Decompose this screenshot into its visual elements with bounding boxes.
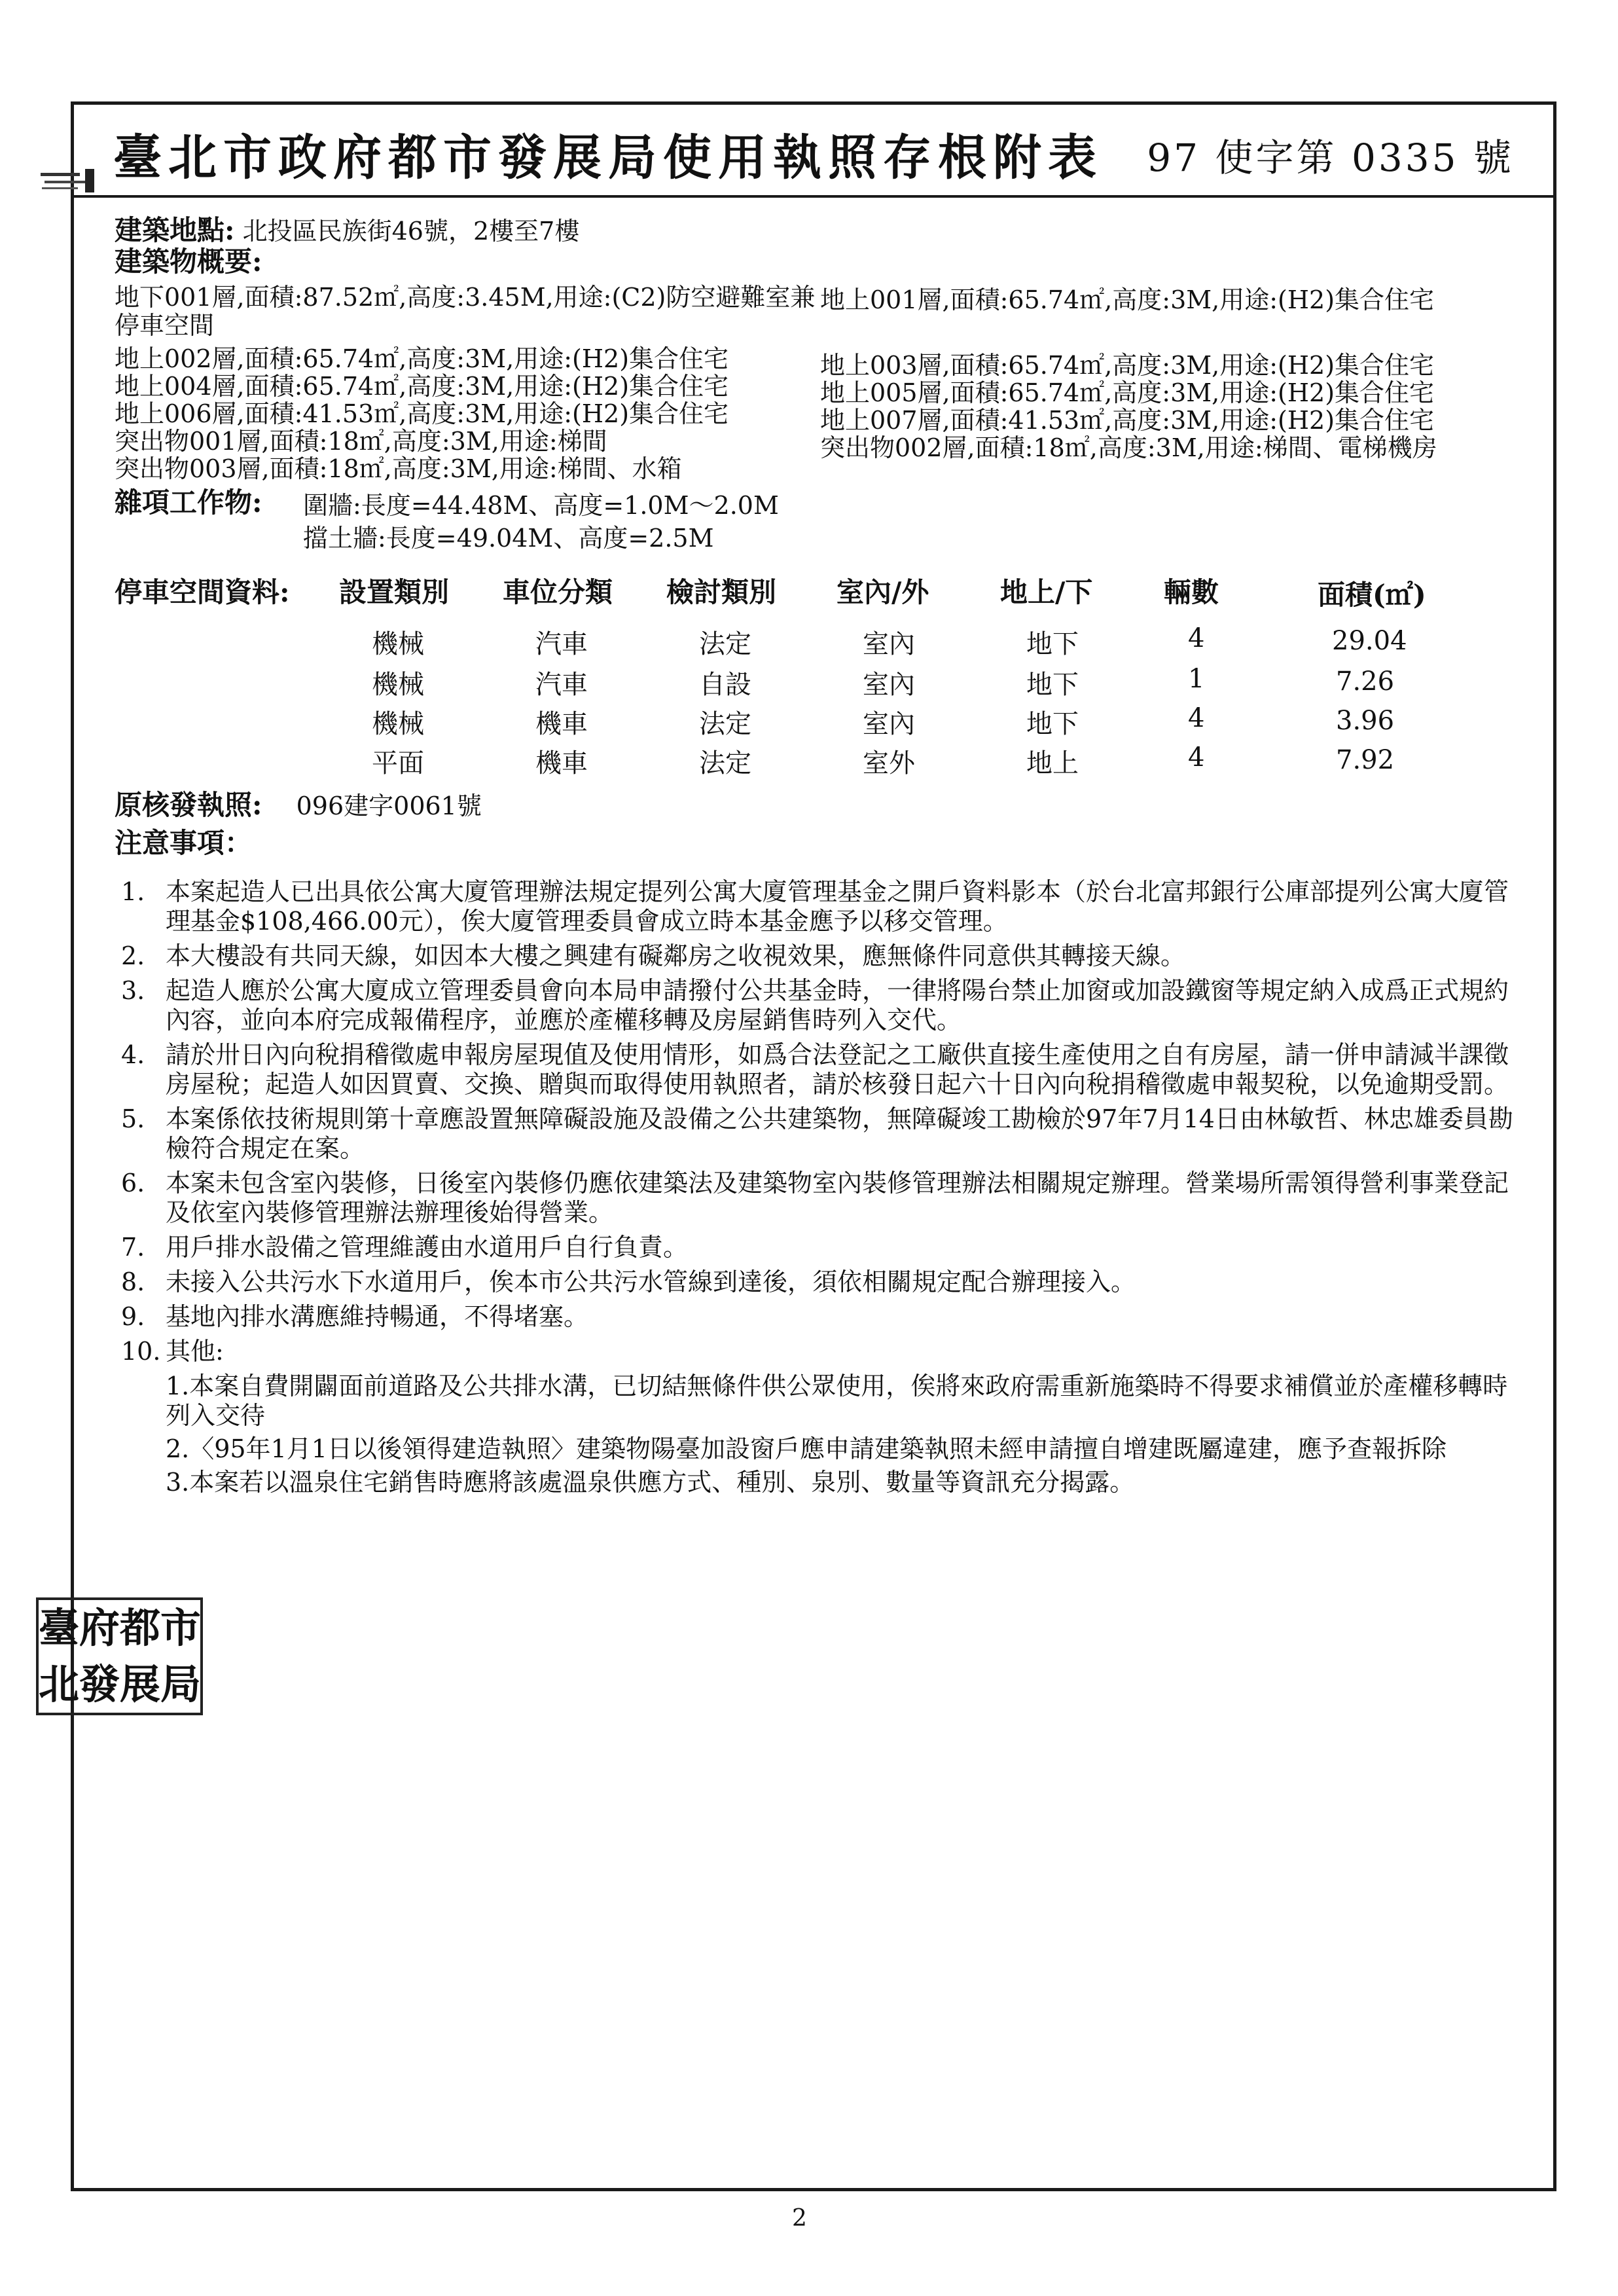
overview-line1-right: 地上001層,面積:65.74㎡,高度:3M,用途:(H2)集合住宅 — [820, 285, 1435, 314]
overview-line1-left: 地下001層,面積:87.52㎡,高度:3.45M,用途:(C2)防空避難室兼 — [115, 283, 816, 312]
notes-label: 注意事項： — [115, 827, 253, 859]
parking-cell: 機車 — [535, 709, 588, 739]
parking-header-cell: 車位分類 — [503, 576, 613, 608]
overview-left-item: 地上004層,面積:65.74㎡,高度:3M,用途:(H2)集合住宅 — [115, 372, 729, 401]
document-number: 97 使字第 0335 號 — [1147, 136, 1514, 180]
scan-mark-icon — [39, 164, 98, 196]
parking-cell: 地下 — [1026, 670, 1079, 700]
misc-works-item: 圍牆:長度=44.48M、高度=1.0M～2.0M — [303, 491, 779, 520]
note-other-item: 2.〈95年1月1日以後領得建造執照〉建築物陽臺加設窗戶應申請建築執照未經申請擅自增建既屬違建，應予查報拆除 — [166, 1434, 1447, 1463]
parking-cell: 汽車 — [535, 629, 588, 659]
misc-works-item: 擋土牆:長度=49.04M、高度=2.5M — [303, 524, 714, 553]
document-frame — [71, 101, 1556, 2191]
overview-right-item: 地上005層,面積:65.74㎡,高度:3M,用途:(H2)集合住宅 — [820, 378, 1435, 407]
note-item: 1. 本案起造人已出具依公寓大廈管理辦法規定提列公寓大廈管理基金之開戶資料影本（於台北富邦銀行公庫部提列公寓大廈管理基金$108,466.00元），俟大廈管理委員會成立時本基金應予以移交管理。 — [121, 877, 1509, 936]
overview-right-item: 地上003層,面積:65.74㎡,高度:3M,用途:(H2)集合住宅 — [820, 351, 1435, 380]
seal-char: 北 — [39, 1660, 80, 1708]
original-permit-row — [115, 791, 482, 820]
parking-header-cell: 室內/外 — [836, 576, 929, 608]
parking-cell: 29.04 — [1332, 626, 1407, 656]
site-label: 建築地點: — [115, 214, 235, 246]
parking-header-cell: 地上/下 — [1000, 576, 1093, 608]
parking-cell: 法定 — [699, 629, 751, 659]
parking-cell: 機械 — [372, 709, 424, 739]
note-item: 4. 請於卅日內向稅捐稽徵處申報房屋現值及使用情形，如爲合法登記之工廠供直接生產使用之自有房屋，請一併申請減半課徵房屋稅；起造人如因買賣、交換、贈與而取得使用執照者，請於核發日起六十日內向稅捐稽徵處申報契稅，以免逾期受罰。 — [121, 1040, 1509, 1099]
overview-right-item: 地上007層,面積:41.53㎡,高度:3M,用途:(H2)集合住宅 — [820, 406, 1435, 435]
parking-cell: 7.92 — [1336, 745, 1395, 775]
overview-left-item: 突出物001層,面積:18㎡,高度:3M,用途:梯間 — [115, 427, 607, 456]
note-item: 3. 起造人應於公寓大廈成立管理委員會向本局申請撥付公共基金時，一律將陽台禁止加窗或加設鐵窗等規定納入成爲正式規約內容，並向本府完成報備程序，並應於產權移轉及房屋銷售時列入交代。 — [121, 976, 1509, 1034]
note-item: 9. 基地內排水溝應維持暢通，不得堵塞。 — [121, 1302, 589, 1331]
parking-cell: 機車 — [535, 748, 588, 778]
parking-cell: 地上 — [1026, 748, 1079, 778]
seal-char: 市 — [160, 1604, 202, 1652]
original-permit-value: 096建字0061號 — [296, 792, 482, 820]
official-seal — [36, 1597, 203, 1715]
parking-cell: 4 — [1188, 742, 1205, 773]
note-item: 5. 本案係依技術規則第十章應設置無障礙設施及設備之公共建築物，無障礙竣工勘檢於97年7月14日由林敏哲、林忠雄委員勘檢符合規定在案。 — [121, 1104, 1513, 1163]
parking-cell: 平面 — [372, 748, 424, 778]
document-title: 臺北市政府都市發展局使用執照存根附表 — [113, 130, 1103, 186]
parking-cell: 室外 — [863, 748, 915, 778]
parking-header-cell: 設置類別 — [339, 576, 450, 608]
parking-cell: 室內 — [863, 709, 915, 739]
parking-cell: 4 — [1188, 623, 1205, 653]
parking-cell: 3.96 — [1336, 706, 1395, 736]
note-item: 10. 其他: — [121, 1337, 224, 1366]
parking-cell: 機械 — [372, 629, 424, 659]
parking-cell: 法定 — [699, 748, 751, 778]
overview-line2: 停車空間 — [115, 311, 215, 340]
parking-cell: 7.26 — [1336, 666, 1395, 697]
note-item: 2. 本大樓設有共同天線，如因本大樓之興建有礙鄰房之收視效果，應無條件同意供其轉接天線。 — [121, 941, 1186, 970]
seal-char: 展 — [120, 1660, 161, 1708]
overview-right-item: 突出物002層,面積:18㎡,高度:3M,用途:梯間、電梯機房 — [820, 433, 1437, 462]
site-row — [115, 216, 579, 246]
parking-cell: 自設 — [699, 670, 751, 700]
parking-cell: 1 — [1188, 664, 1205, 694]
parking-header-cell: 面積(㎡) — [1318, 579, 1426, 611]
parking-cell: 法定 — [699, 709, 751, 739]
overview-left-item: 地上002層,面積:65.74㎡,高度:3M,用途:(H2)集合住宅 — [115, 344, 729, 373]
title-bar — [74, 105, 1553, 198]
seal-char: 發 — [79, 1660, 120, 1708]
seal-char: 臺 — [39, 1604, 80, 1652]
parking-cell: 地下 — [1026, 709, 1079, 739]
original-permit-label: 原核發執照: — [115, 789, 262, 821]
note-item: 7. 用戶排水設備之管理維護由水道用戶自行負責。 — [121, 1233, 689, 1262]
parking-cell: 機械 — [372, 670, 424, 700]
notes-list — [121, 877, 1528, 1501]
parking-header-cell: 輛數 — [1164, 576, 1219, 608]
note-item: 6. 本案未包含室內裝修，日後室內裝修仍應依建築法及建築物室內裝修管理辦法相關規定辦理。營業場所需領得營利事業登記及依室內裝修管理辦法辦理後始得營業。 — [121, 1169, 1509, 1227]
parking-label: 停車空間資料: — [115, 576, 290, 608]
seal-char: 都 — [120, 1604, 161, 1652]
parking-cell: 4 — [1188, 703, 1205, 733]
page-number: 2 — [792, 2205, 807, 2232]
note-other-item: 1.本案自費開闢面前道路及公共排水溝，已切結無條件供公眾使用，俟將來政府需重新施築時不得要求補償並於產權移轉時列入交待 — [166, 1372, 1508, 1430]
note-other-item: 3.本案若以溫泉住宅銷售時應將該處溫泉供應方式、種別、泉別、數量等資訊充分揭露。 — [166, 1468, 1135, 1497]
seal-char: 府 — [79, 1604, 120, 1652]
parking-cell: 汽車 — [535, 670, 588, 700]
seal-char: 局 — [160, 1660, 202, 1708]
parking-cell: 地下 — [1026, 629, 1079, 659]
note-item: 8. 未接入公共污水下水道用戶，俟本市公共污水管線到達後，須依相關規定配合辦理接入。 — [121, 1267, 1136, 1296]
parking-cell: 室內 — [863, 670, 915, 700]
site-value: 北投區民族街46號，2樓至7樓 — [242, 217, 580, 246]
overview-label: 建築物概要: — [115, 246, 262, 278]
overview-left-item: 地上006層,面積:41.53㎡,高度:3M,用途:(H2)集合住宅 — [115, 399, 729, 428]
misc-works-label: 雜項工作物: — [115, 486, 262, 519]
parking-header-cell: 檢討類別 — [666, 576, 777, 608]
parking-cell: 室內 — [863, 629, 915, 659]
overview-left-item: 突出物003層,面積:18㎡,高度:3M,用途:梯間、水箱 — [115, 454, 682, 483]
